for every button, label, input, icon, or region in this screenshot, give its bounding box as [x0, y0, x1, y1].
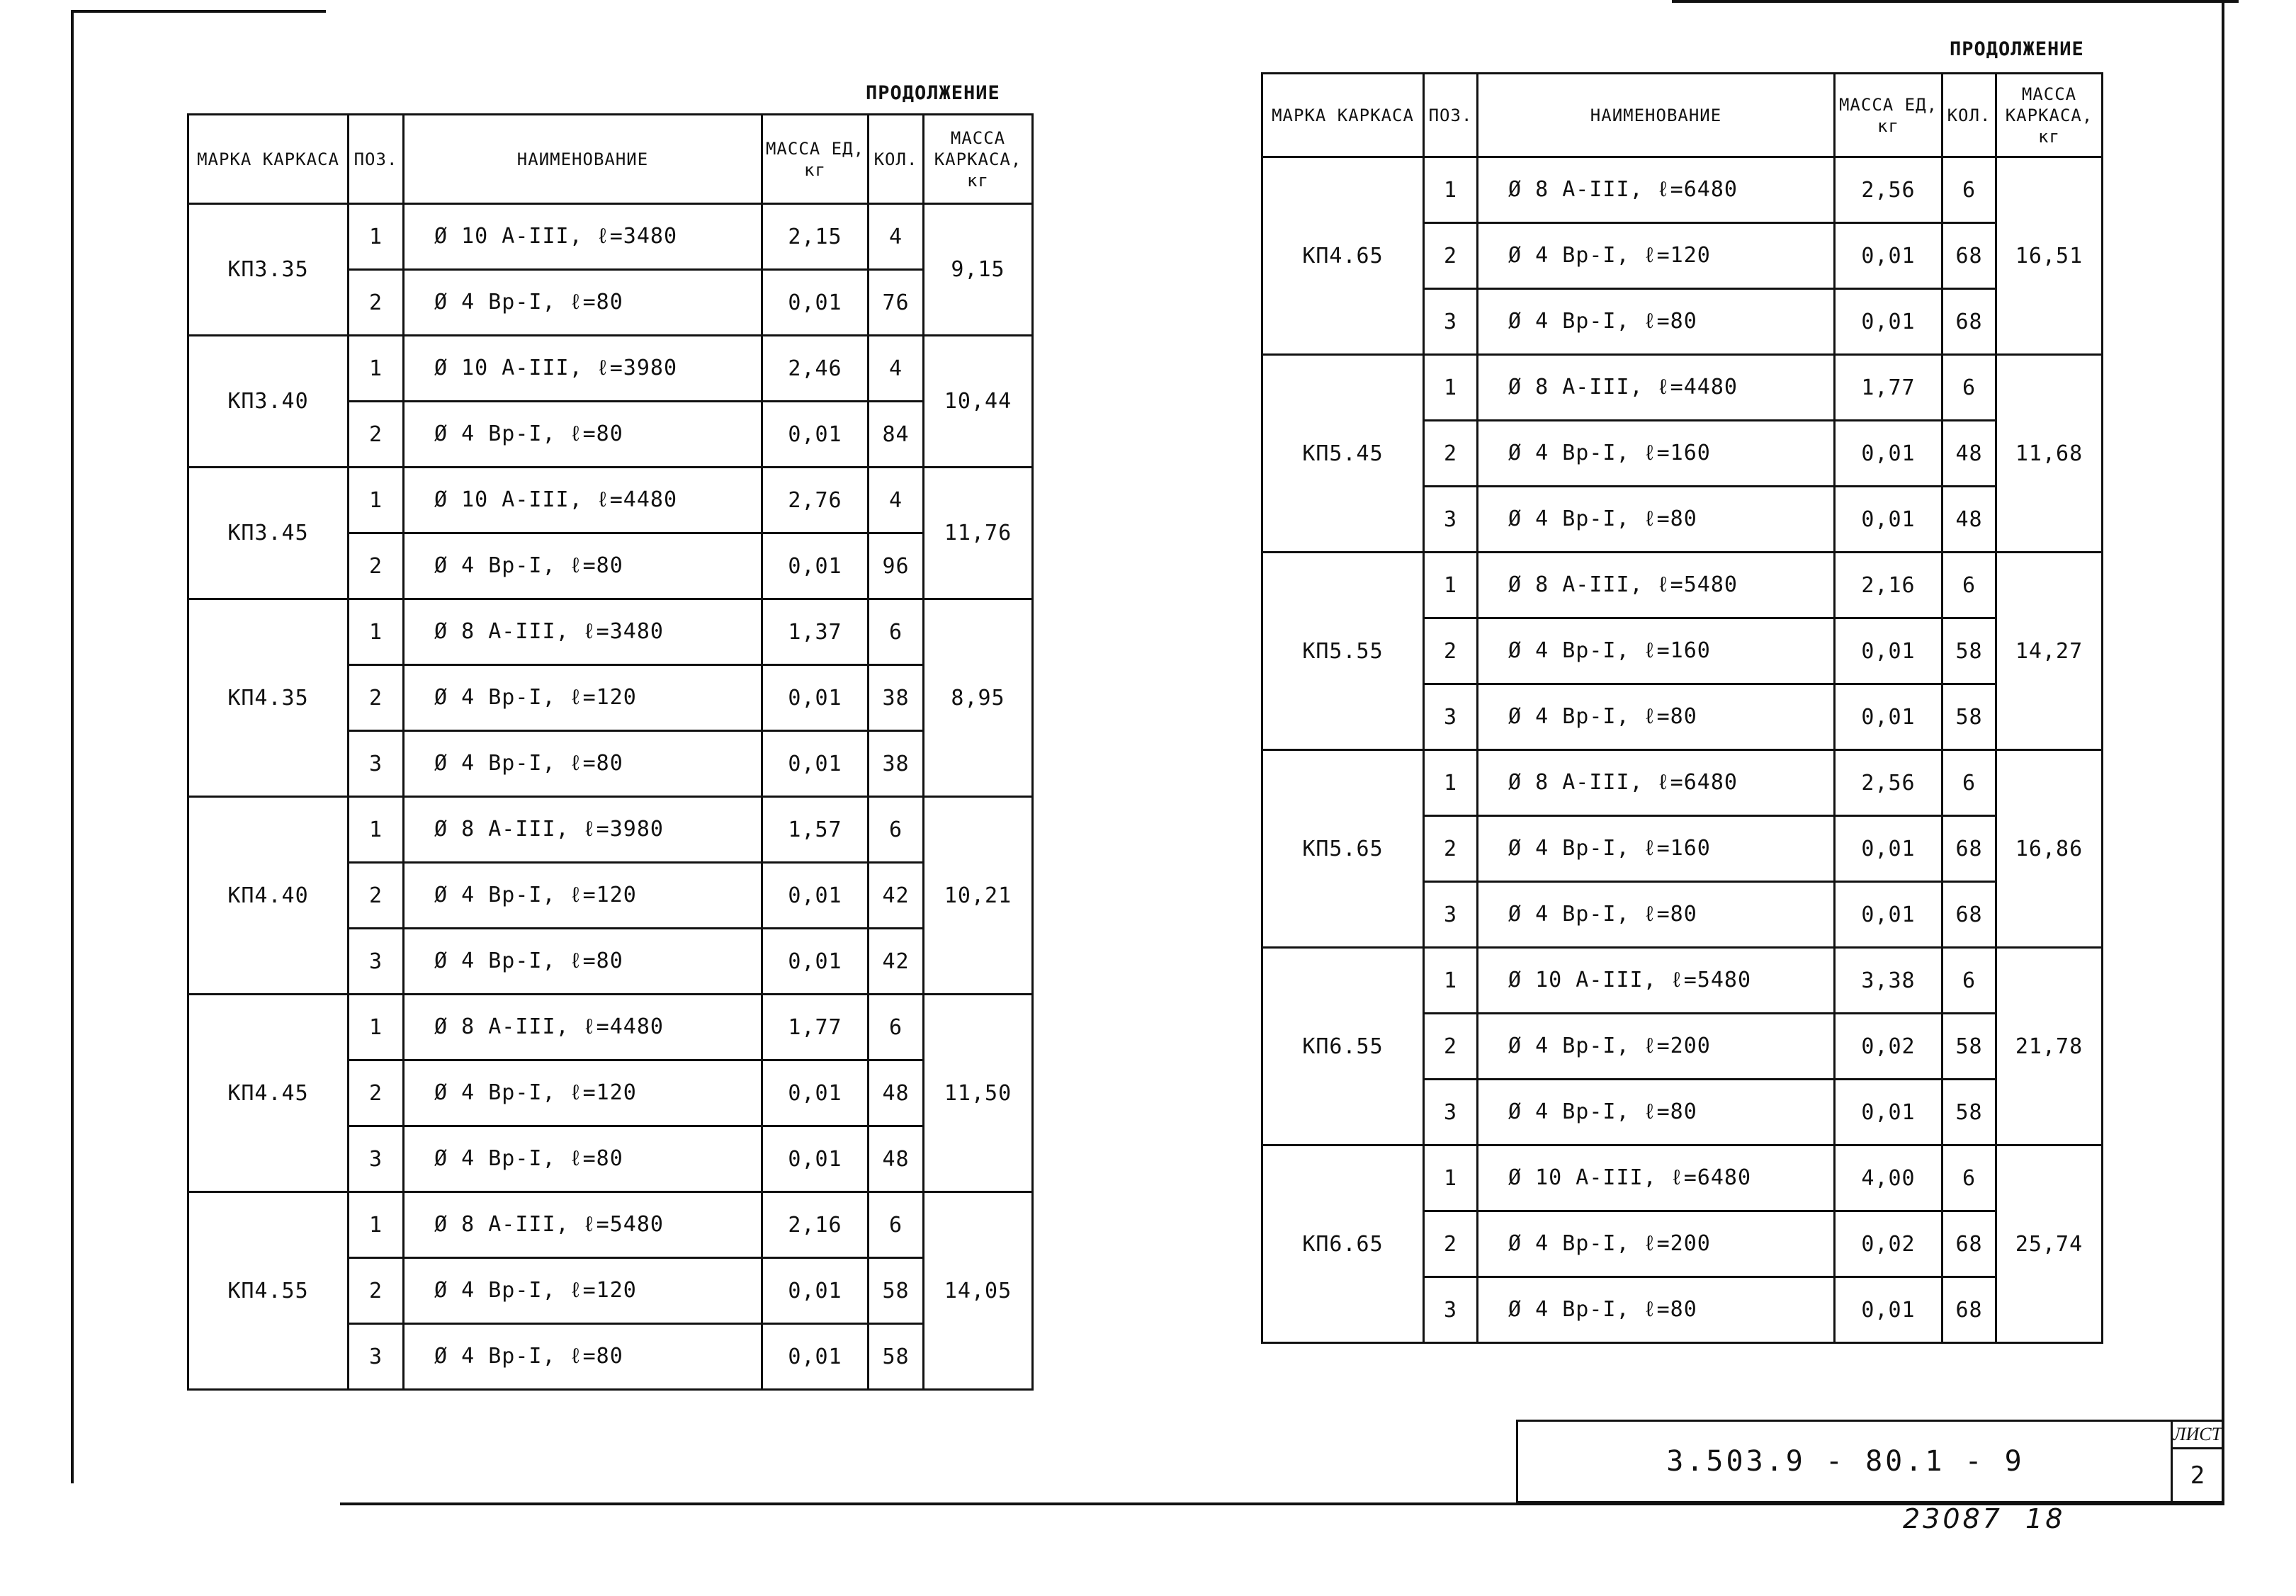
unit-mass: 2,15 [762, 204, 869, 270]
position-number: 2 [349, 402, 404, 468]
frame-mass: 11,50 [924, 995, 1033, 1192]
quantity: 84 [869, 402, 924, 468]
header-frame-mass: МАССА КАРКАСА, кг [924, 115, 1033, 204]
frame-mass: 9,15 [924, 204, 1033, 336]
sheet-label: ЛИСТ [2173, 1422, 2222, 1449]
unit-mass: 0,01 [762, 1258, 869, 1324]
item-name: Ø 4 Вр-I, ℓ=80 [404, 402, 762, 468]
item-name: Ø 4 Вр-I, ℓ=120 [404, 1258, 762, 1324]
quantity: 58 [869, 1258, 924, 1324]
item-name: Ø 4 Вр-I, ℓ=80 [404, 270, 762, 336]
header-pos: ПОЗ. [349, 115, 404, 204]
table-row [188, 336, 1033, 402]
sheet-number: 2 [2190, 1461, 2205, 1490]
unit-mass: 2,16 [1835, 553, 1942, 618]
quantity: 48 [1942, 421, 1996, 487]
sheet-box [2171, 1420, 2224, 1503]
quantity: 42 [869, 929, 924, 995]
right-specification-table [1261, 72, 2103, 1344]
position-number: 3 [1424, 1080, 1478, 1145]
handwritten-note: 23087 18 [1903, 1503, 2066, 1534]
unit-mass: 2,56 [1835, 157, 1942, 223]
header-name: НАИМЕНОВАНИЕ [1478, 74, 1835, 157]
unit-mass: 0,01 [1835, 816, 1942, 882]
quantity: 38 [869, 731, 924, 797]
table-row [1262, 355, 2103, 421]
table-row [1262, 750, 2103, 816]
position-number: 1 [349, 995, 404, 1060]
frame-mark: КП6.65 [1262, 1145, 1424, 1343]
frame-mark: КП4.35 [188, 599, 349, 797]
position-number: 1 [349, 204, 404, 270]
table-row [1262, 553, 2103, 618]
position-number: 2 [1424, 421, 1478, 487]
unit-mass: 0,02 [1835, 1211, 1942, 1277]
item-name: Ø 8 А-III, ℓ=4480 [404, 995, 762, 1060]
item-name: Ø 8 А-III, ℓ=4480 [1478, 355, 1835, 421]
table-row [188, 1192, 1033, 1258]
item-name: Ø 4 Вр-I, ℓ=80 [1478, 882, 1835, 948]
unit-mass: 2,46 [762, 336, 869, 402]
quantity: 58 [1942, 1080, 1996, 1145]
item-name: Ø 4 Вр-I, ℓ=80 [404, 1324, 762, 1390]
item-name: Ø 4 Вр-I, ℓ=80 [1478, 487, 1835, 553]
quantity: 58 [869, 1324, 924, 1390]
unit-mass: 0,01 [762, 863, 869, 929]
position-number: 3 [1424, 684, 1478, 750]
table-row [188, 995, 1033, 1060]
unit-mass: 2,76 [762, 468, 869, 533]
table-row [1262, 157, 2103, 223]
unit-mass: 0,01 [1835, 289, 1942, 355]
frame-right [2222, 0, 2224, 1505]
item-name: Ø 10 А-III, ℓ=4480 [404, 468, 762, 533]
quantity: 6 [1942, 948, 1996, 1014]
quantity: 48 [869, 1060, 924, 1126]
quantity: 58 [1942, 618, 1996, 684]
position-number: 2 [1424, 1211, 1478, 1277]
quantity: 68 [1942, 882, 1996, 948]
item-name: Ø 8 А-III, ℓ=6480 [1478, 157, 1835, 223]
unit-mass: 0,01 [762, 270, 869, 336]
frame-top-right [1672, 0, 2239, 3]
frame-mark: КП5.65 [1262, 750, 1424, 948]
position-number: 2 [1424, 223, 1478, 289]
frame-mass: 11,68 [1996, 355, 2103, 553]
item-name: Ø 4 Вр-I, ℓ=80 [404, 929, 762, 995]
item-name: Ø 4 Вр-I, ℓ=120 [404, 1060, 762, 1126]
table-row [1262, 948, 2103, 1014]
header-mark: МАРКА КАРКАСА [1262, 74, 1424, 157]
frame-mark: КП5.55 [1262, 553, 1424, 750]
table-row [188, 468, 1033, 533]
quantity: 96 [869, 533, 924, 599]
position-number: 2 [349, 533, 404, 599]
left-specification-table [187, 113, 1034, 1391]
item-name: Ø 4 Вр-I, ℓ=120 [404, 665, 762, 731]
item-name: Ø 10 А-III, ℓ=3480 [404, 204, 762, 270]
item-name: Ø 4 Вр-I, ℓ=80 [1478, 289, 1835, 355]
unit-mass: 1,57 [762, 797, 869, 863]
frame-mark: КП4.40 [188, 797, 349, 995]
frame-mass: 10,21 [924, 797, 1033, 995]
position-number: 3 [1424, 1277, 1478, 1343]
position-number: 1 [1424, 948, 1478, 1014]
continued-label-left: ПРОДОЛЖЕНИЕ [866, 82, 1000, 104]
table-row [188, 599, 1033, 665]
quantity: 68 [1942, 1211, 1996, 1277]
position-number: 1 [1424, 553, 1478, 618]
position-number: 1 [1424, 157, 1478, 223]
item-name: Ø 4 Вр-I, ℓ=80 [404, 1126, 762, 1192]
document-code: 3.503.9 - 80.1 - 9 [1666, 1445, 2025, 1478]
quantity: 4 [869, 204, 924, 270]
frame-mark: КП4.45 [188, 995, 349, 1192]
quantity: 68 [1942, 289, 1996, 355]
item-name: Ø 4 Вр-I, ℓ=200 [1478, 1211, 1835, 1277]
position-number: 3 [349, 929, 404, 995]
quantity: 4 [869, 468, 924, 533]
frame-left [71, 10, 74, 1483]
title-block [1516, 1420, 2173, 1503]
unit-mass: 0,01 [762, 665, 869, 731]
unit-mass: 0,01 [762, 1060, 869, 1126]
item-name: Ø 8 А-III, ℓ=6480 [1478, 750, 1835, 816]
item-name: Ø 4 Вр-I, ℓ=80 [1478, 1080, 1835, 1145]
frame-mass: 10,44 [924, 336, 1033, 468]
position-number: 1 [349, 468, 404, 533]
quantity: 48 [1942, 487, 1996, 553]
quantity: 68 [1942, 223, 1996, 289]
quantity: 6 [1942, 553, 1996, 618]
header-mark: МАРКА КАРКАСА [188, 115, 349, 204]
quantity: 48 [869, 1126, 924, 1192]
quantity: 68 [1942, 816, 1996, 882]
table-row [188, 204, 1033, 270]
frame-mark: КП3.35 [188, 204, 349, 336]
header-name: НАИМЕНОВАНИЕ [404, 115, 762, 204]
unit-mass: 0,02 [1835, 1014, 1942, 1080]
frame-mass: 25,74 [1996, 1145, 2103, 1343]
unit-mass: 2,56 [1835, 750, 1942, 816]
item-name: Ø 10 А-III, ℓ=3980 [404, 336, 762, 402]
unit-mass: 1,77 [1835, 355, 1942, 421]
header-qty: КОЛ. [1942, 74, 1996, 157]
header-pos: ПОЗ. [1424, 74, 1478, 157]
item-name: Ø 8 А-III, ℓ=3980 [404, 797, 762, 863]
item-name: Ø 4 Вр-I, ℓ=80 [404, 731, 762, 797]
quantity: 6 [869, 1192, 924, 1258]
header-unit-mass: МАССА ЕД, кг [762, 115, 869, 204]
position-number: 3 [349, 731, 404, 797]
item-name: Ø 4 Вр-I, ℓ=80 [1478, 684, 1835, 750]
position-number: 2 [1424, 816, 1478, 882]
item-name: Ø 4 Вр-I, ℓ=80 [404, 533, 762, 599]
position-number: 1 [1424, 355, 1478, 421]
position-number: 3 [349, 1324, 404, 1390]
item-name: Ø 4 Вр-I, ℓ=120 [404, 863, 762, 929]
quantity: 6 [869, 599, 924, 665]
frame-mass: 14,05 [924, 1192, 1033, 1390]
unit-mass: 3,38 [1835, 948, 1942, 1014]
position-number: 3 [1424, 882, 1478, 948]
quantity: 4 [869, 336, 924, 402]
frame-mass: 11,76 [924, 468, 1033, 599]
position-number: 2 [349, 665, 404, 731]
frame-mass: 16,86 [1996, 750, 2103, 948]
frame-mark: КП3.40 [188, 336, 349, 468]
table-row [1262, 1145, 2103, 1211]
unit-mass: 0,01 [1835, 421, 1942, 487]
item-name: Ø 8 А-III, ℓ=5480 [1478, 553, 1835, 618]
item-name: Ø 4 Вр-I, ℓ=160 [1478, 816, 1835, 882]
table-row [188, 797, 1033, 863]
item-name: Ø 4 Вр-I, ℓ=160 [1478, 618, 1835, 684]
header-unit-mass: МАССА ЕД, кг [1835, 74, 1942, 157]
position-number: 1 [1424, 1145, 1478, 1211]
frame-mark: КП6.55 [1262, 948, 1424, 1145]
position-number: 2 [349, 270, 404, 336]
position-number: 2 [349, 1258, 404, 1324]
quantity: 68 [1942, 1277, 1996, 1343]
quantity: 6 [1942, 1145, 1996, 1211]
frame-mark: КП4.55 [188, 1192, 349, 1390]
unit-mass: 0,01 [1835, 487, 1942, 553]
frame-mark: КП3.45 [188, 468, 349, 599]
position-number: 1 [349, 599, 404, 665]
continued-label-right: ПРОДОЛЖЕНИЕ [1950, 38, 2084, 60]
position-number: 2 [349, 863, 404, 929]
position-number: 1 [349, 1192, 404, 1258]
unit-mass: 0,01 [762, 731, 869, 797]
unit-mass: 0,01 [762, 533, 869, 599]
position-number: 1 [1424, 750, 1478, 816]
frame-mark: КП4.65 [1262, 157, 1424, 355]
position-number: 2 [1424, 618, 1478, 684]
item-name: Ø 4 Вр-I, ℓ=80 [1478, 1277, 1835, 1343]
position-number: 3 [1424, 487, 1478, 553]
unit-mass: 0,01 [762, 929, 869, 995]
unit-mass: 0,01 [762, 1126, 869, 1192]
quantity: 76 [869, 270, 924, 336]
unit-mass: 1,77 [762, 995, 869, 1060]
frame-mass: 8,95 [924, 599, 1033, 797]
position-number: 3 [349, 1126, 404, 1192]
header-qty: КОЛ. [869, 115, 924, 204]
unit-mass: 0,01 [1835, 882, 1942, 948]
unit-mass: 0,01 [1835, 223, 1942, 289]
unit-mass: 0,01 [1835, 684, 1942, 750]
item-name: Ø 8 А-III, ℓ=3480 [404, 599, 762, 665]
unit-mass: 0,01 [1835, 618, 1942, 684]
frame-mass: 21,78 [1996, 948, 2103, 1145]
quantity: 6 [1942, 750, 1996, 816]
unit-mass: 0,01 [1835, 1080, 1942, 1145]
item-name: Ø 4 Вр-I, ℓ=120 [1478, 223, 1835, 289]
unit-mass: 1,37 [762, 599, 869, 665]
item-name: Ø 4 Вр-I, ℓ=200 [1478, 1014, 1835, 1080]
item-name: Ø 4 Вр-I, ℓ=160 [1478, 421, 1835, 487]
quantity: 42 [869, 863, 924, 929]
frame-mark: КП5.45 [1262, 355, 1424, 553]
position-number: 2 [1424, 1014, 1478, 1080]
item-name: Ø 10 А-III, ℓ=5480 [1478, 948, 1835, 1014]
frame-mass: 14,27 [1996, 553, 2103, 750]
header-frame-mass: МАССА КАРКАСА, кг [1996, 74, 2103, 157]
position-number: 3 [1424, 289, 1478, 355]
quantity: 6 [869, 797, 924, 863]
quantity: 58 [1942, 1014, 1996, 1080]
quantity: 6 [869, 995, 924, 1060]
unit-mass: 2,16 [762, 1192, 869, 1258]
position-number: 2 [349, 1060, 404, 1126]
unit-mass: 0,01 [1835, 1277, 1942, 1343]
item-name: Ø 8 А-III, ℓ=5480 [404, 1192, 762, 1258]
position-number: 1 [349, 336, 404, 402]
quantity: 38 [869, 665, 924, 731]
frame-top-left [71, 10, 326, 13]
frame-mass: 16,51 [1996, 157, 2103, 355]
quantity: 58 [1942, 684, 1996, 750]
position-number: 1 [349, 797, 404, 863]
unit-mass: 4,00 [1835, 1145, 1942, 1211]
unit-mass: 0,01 [762, 1324, 869, 1390]
quantity: 6 [1942, 157, 1996, 223]
quantity: 6 [1942, 355, 1996, 421]
unit-mass: 0,01 [762, 402, 869, 468]
item-name: Ø 10 А-III, ℓ=6480 [1478, 1145, 1835, 1211]
